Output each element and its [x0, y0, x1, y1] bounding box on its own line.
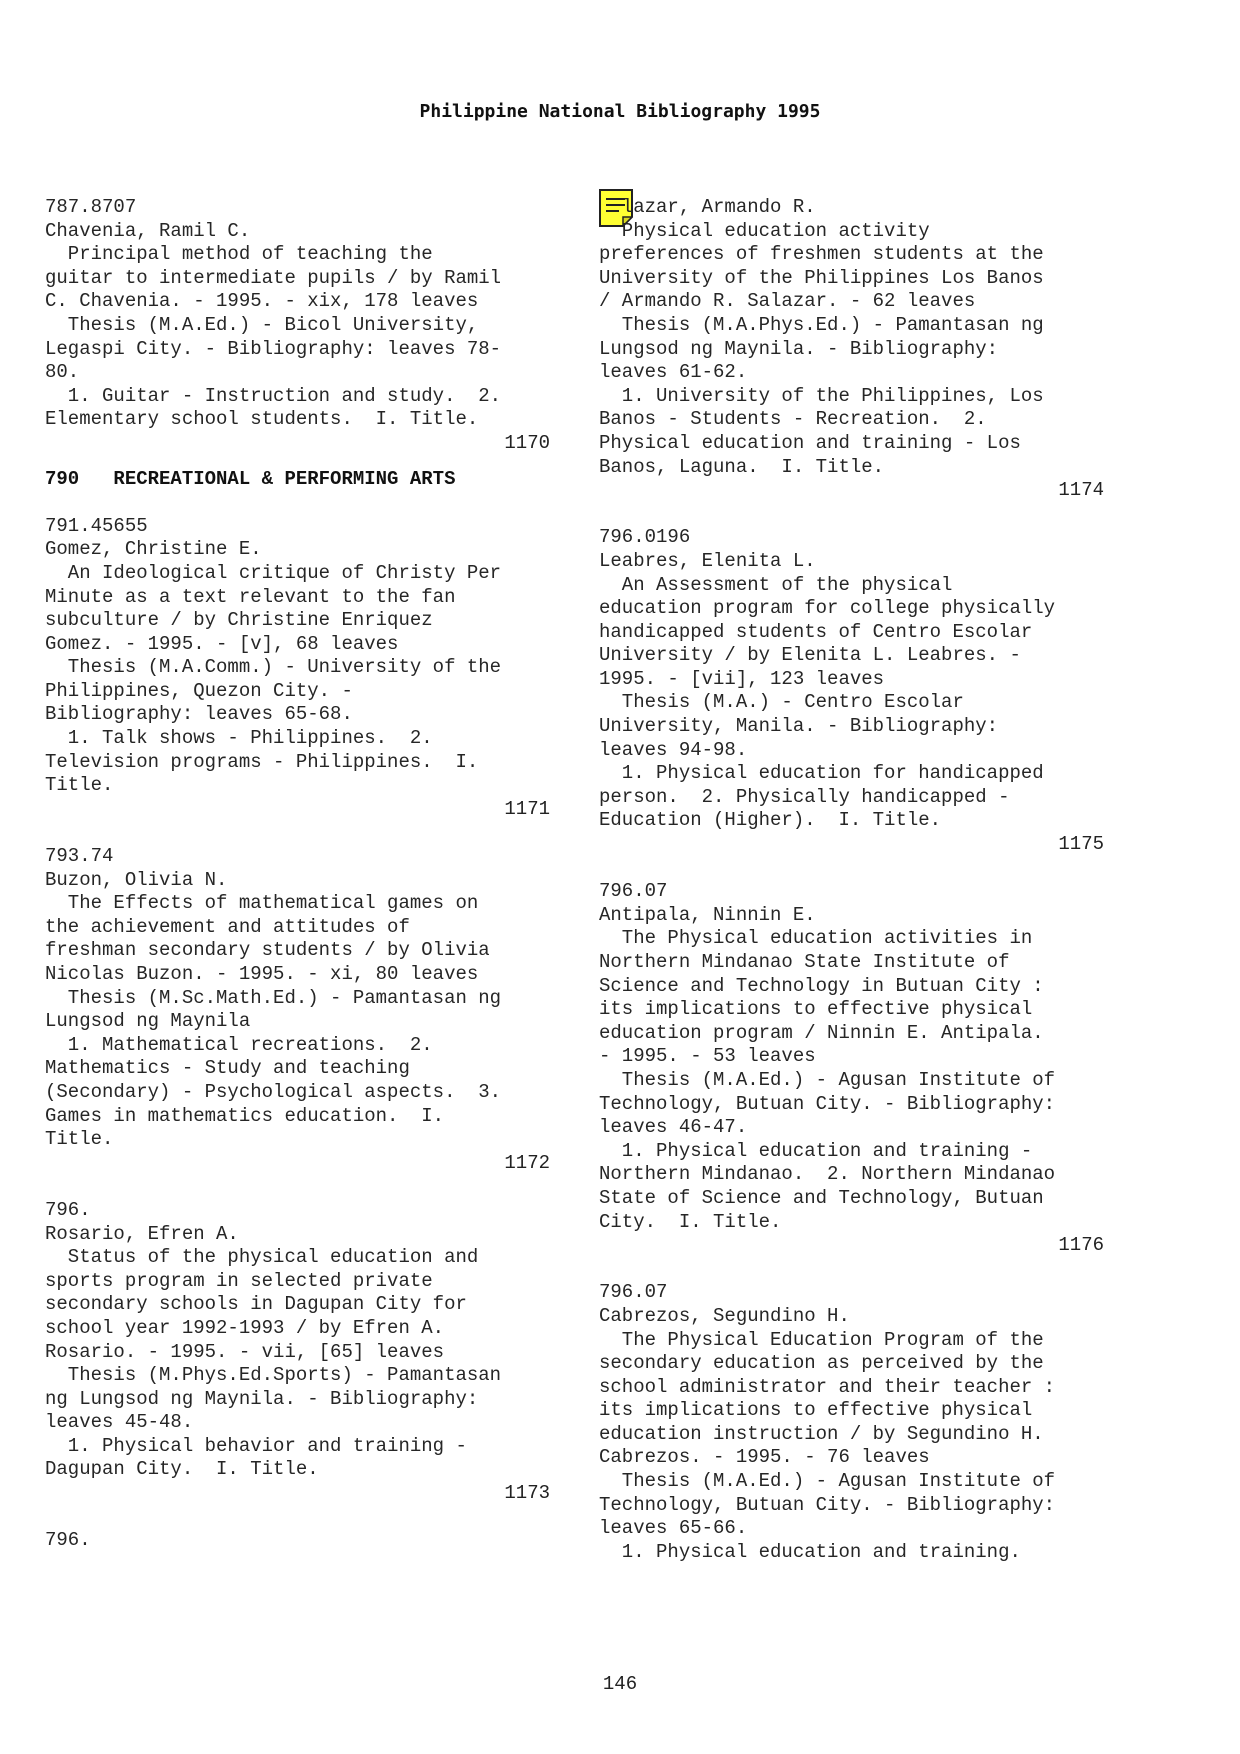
section-heading-790: 790 RECREATIONAL & PERFORMING ARTS: [45, 467, 456, 490]
entry-text: 796.07 Cabrezos, Segundino H. The Physical Education Program of the secondary education as perceived by the school administrator and their teacher : its implications to effective physical education instruction / by Segundino H. Cabrezos. - 1995. - 76 leaves Thesis (M.A.Ed.) - Agusan Institute of Technology, Butuan City. - Bibliography: leaves 65-66. 1. Physical education and training.: [599, 1281, 1056, 1563]
entry-text: 791.45655 Gomez, Christine E. An Ideological critique of Christy Per Minute as a text relevant to the fan subculture / by Christine Enriquez Gomez. - 1995. - [v], 68 leaves Thesis (M.A.Comm.) - University of the Philippines, Quezon City. - Bibliography: leaves 65-68. 1. Talk shows - Philippines. 2. Television programs - Philippines. I. Title.: [45, 514, 502, 797]
entry-number: 1171: [504, 797, 550, 820]
entry-number: 1172: [504, 1151, 550, 1174]
bibliography-entry-1172: [45, 845, 565, 1175]
entry-number: 1174: [1058, 479, 1104, 502]
entry-number: 1175: [1058, 833, 1104, 856]
page-title: Philippine National Bibliography 1995: [419, 101, 821, 122]
entry-text: 787.8707 Chavenia, Ramil C. Principal method of teaching the guitar to intermediate pupils / by Ramil C. Chavenia. - 1995. - xix, 178 leaves Thesis (M.A.Ed.) - Bicol University, Legaspi City. - Bibliography: leaves 78- 80. 1. Guitar - Instruction and study. 2. Elementary school students. I. Title.: [45, 196, 502, 431]
right-column: [599, 196, 1119, 1564]
entry-text: 796.07 Antipala, Ninnin E. The Physical education activities in Northern Mindanao State Institute of Science and Technology in Butuan City : its implications to effective physical education program / Ninnin E. Antipala. - 1995. - 53 leaves Thesis (M.A.Ed.) - Agusan Institute of Technology, Butuan City. - Bibliography: leaves 46-47. 1. Physical education and training - Northern Mindanao. 2. Northern Mindanao State of Science and Technology, Butuan City. I. Title.: [599, 880, 1056, 1233]
entry-text: 796. Rosario, Efren A. Status of the physical education and sports program in selected private secondary schools in Dagupan City for school year 1992-1993 / by Efren A. Rosario. - 1995. - vii, [65] leaves Thesis (M.Phys.Ed.Sports) - Pamantasan ng Lungsod ng Maynila. - Bibliography: leaves 45-48. 1. Physical behavior and training - Dagupan City. I. Title.: [45, 1198, 502, 1481]
bibliography-entry-1176: [599, 880, 1119, 1258]
bibliography-entry-1174: [599, 196, 1119, 503]
left-column: [45, 196, 565, 1553]
bibliography-entry-continued: [45, 1529, 565, 1553]
bibliography-entry-1173: [45, 1199, 565, 1506]
bibliography-entry-1171: [45, 515, 565, 822]
entry-number: 1170: [504, 431, 550, 454]
entry-text: 796.: [45, 1529, 91, 1552]
bibliography-entry-1175: [599, 526, 1119, 856]
entry-text: 793.74 Buzon, Olivia N. The Effects of mathematical games on the achievement and attitudes of freshman secondary students / by Olivia Nicolas Buzon. - 1995. - xi, 80 leaves Thesis (M.Sc.Math.Ed.) - Pamantasan ng Lungsod ng Maynila 1. Mathematical recreations. 2. Mathematics - Study and teaching (Secondary) - Psychological aspects. 3. Games in mathematics education. I. Title.: [45, 845, 502, 1151]
bibliography-entry-1170: [45, 196, 565, 456]
entry-text: lazar, Armando R. Physical education activity preferences of freshmen students at the University of the Philippines Los Banos / Armando R. Salazar. - 62 leaves Thesis (M.A.Phys.Ed.) - Pamantasan ng Lungsod ng Maynila. - Bibliography: leaves 61-62. 1. University of the Philippines, Los Banos - Students - Recreation. 2. Physical education and training - Los Banos, Laguna. I. Title.: [599, 196, 1044, 478]
entry-number: 1173: [504, 1482, 550, 1505]
entry-text: 796.0196 Leabres, Elenita L. An Assessment of the physical education program for college physically handicapped students of Centro Escolar University / by Elenita L. Leabres. - 1995. - [vii], 123 leaves Thesis (M.A.) - Centro Escolar University, Manila. - Bibliography: leaves 94-98. 1. Physical education for handicapped person. 2. Physically handicapped - Education (Higher). I. Title.: [599, 526, 1056, 832]
bibliography-entry-continued: [599, 1281, 1119, 1564]
page-number: 146: [602, 1673, 638, 1695]
entry-number: 1176: [1058, 1234, 1104, 1257]
